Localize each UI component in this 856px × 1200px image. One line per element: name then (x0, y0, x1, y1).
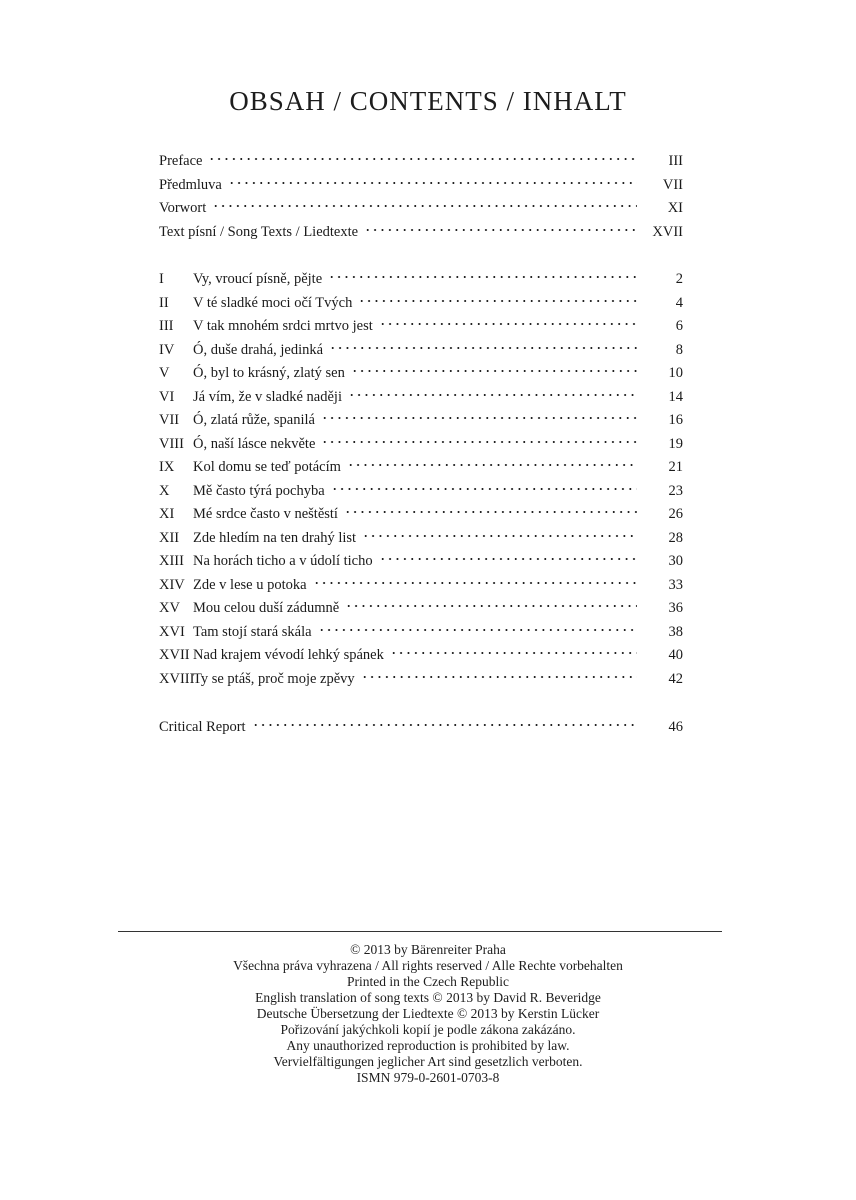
song-page: 6 (675, 318, 683, 334)
leader-dots (344, 509, 637, 515)
song-number: X (159, 482, 170, 499)
imprint-line: English translation of song texts © 2013 by David R. Beveridge (255, 990, 601, 1005)
song-title: Ó, zlatá růže, spanilá (193, 412, 315, 428)
song-page: 38 (668, 623, 683, 640)
imprint-line: Printed in the Czech Republic (347, 974, 509, 989)
imprint-line: Všechna práva vyhrazena / All rights reserved / Alle Rechte vorbehalten (233, 958, 623, 973)
song-page: 2 (675, 271, 683, 287)
song-number: XVIII (159, 670, 195, 687)
song-title: Zde v lese u potoka (193, 576, 307, 593)
leader-dots (328, 274, 637, 280)
song-title: Ty se ptáš, proč moje zpěvy (193, 670, 355, 687)
toc-song-entry[interactable] (159, 644, 683, 668)
song-number: IV (159, 341, 175, 358)
imprint-line: Pořizování jakýchkoli kopií je podle zákona zakázáno. (280, 1022, 576, 1037)
toc-entry-page: XI (667, 200, 683, 216)
imprint-line: Any unauthorized reproduction is prohibited by law. (286, 1038, 570, 1053)
leader-dots (313, 580, 637, 586)
toc-entry-title: Předmluva (159, 176, 222, 193)
toc-entry-title: Text písní / Song Texts / Liedtexte (159, 223, 359, 240)
toc-song-entry[interactable] (159, 362, 683, 386)
toc-song-entry[interactable] (159, 668, 683, 692)
toc-song-entry[interactable] (159, 597, 683, 621)
song-number: XVII (159, 647, 190, 663)
toc-song-entry[interactable] (159, 503, 683, 527)
divider-rule (118, 931, 722, 932)
toc-song-entry[interactable] (159, 456, 683, 480)
toc-entry[interactable] (159, 150, 683, 174)
toc-entry-page: III (668, 153, 683, 169)
toc-entry-title: Vorwort (159, 200, 207, 216)
leader-dots (212, 203, 637, 209)
song-title: Vy, vroucí písně, pějte (193, 271, 323, 287)
song-title: Ó, duše drahá, jedinká (193, 341, 324, 358)
toc-song-entry[interactable] (159, 292, 683, 316)
song-number: V (159, 365, 170, 381)
song-title: Nad krajem vévodí lehký spánek (193, 647, 384, 663)
song-title: Ó, byl to krásný, zlatý sen (193, 365, 345, 381)
leader-dots (364, 227, 637, 233)
page-title: OBSAH / CONTENTS / INHALT (229, 86, 627, 116)
song-page: 33 (668, 576, 683, 593)
leader-dots (208, 156, 637, 162)
leader-dots (358, 298, 637, 304)
leader-dots (345, 603, 637, 609)
song-number: VIII (159, 435, 184, 452)
imprint-line: Deutsche Übersetzung der Liedtexte © 2013 by Kerstin Lücker (256, 1006, 600, 1021)
song-number: XI (159, 506, 175, 522)
song-page: 26 (668, 506, 683, 522)
song-page: 28 (668, 529, 683, 546)
song-page: 23 (668, 482, 683, 499)
song-title: Kol domu se teď potácím (193, 459, 341, 475)
imprint-line: Vervielfältigungen jeglicher Art sind gesetzlich verboten. (273, 1054, 583, 1069)
leader-dots (331, 486, 637, 492)
leader-dots (321, 439, 637, 445)
toc-song-entry[interactable] (159, 480, 683, 504)
toc-front-matter (159, 150, 683, 244)
song-page: 16 (668, 412, 683, 428)
leader-dots (347, 462, 637, 468)
toc-entry-page: 46 (668, 719, 683, 735)
toc-song-entry[interactable] (159, 574, 683, 598)
song-page: 8 (675, 341, 683, 358)
toc-back-matter (159, 716, 683, 740)
song-number: VII (159, 412, 180, 428)
toc-song-entry[interactable] (159, 527, 683, 551)
toc-song-entry[interactable] (159, 550, 683, 574)
song-title: Já vím, že v sladké naději (193, 388, 342, 405)
song-number: XIII (159, 553, 184, 569)
song-title: Mě často týrá pochyba (193, 482, 325, 499)
leader-dots (390, 650, 637, 656)
song-number: XVI (159, 623, 185, 640)
song-title: Mé srdce často v neštěstí (193, 506, 338, 522)
song-number: II (159, 294, 169, 311)
toc-song-entry[interactable] (159, 315, 683, 339)
song-page: 36 (668, 600, 683, 616)
song-number: XII (159, 529, 180, 546)
song-title: V tak mnohém srdci mrtvo jest (193, 318, 373, 334)
toc-entry-title: Preface (159, 153, 203, 169)
song-number: VI (159, 388, 175, 405)
song-title: Zde hledím na ten drahý list (193, 529, 357, 546)
leader-dots (351, 368, 637, 374)
song-page: 10 (668, 365, 683, 381)
imprint-line: © 2013 by Bärenreiter Praha (350, 942, 506, 957)
toc-entry[interactable] (159, 174, 683, 198)
song-page: 21 (668, 459, 683, 475)
song-number: XV (159, 600, 180, 616)
leader-dots (361, 674, 637, 680)
leader-dots (252, 722, 637, 728)
song-page: 4 (675, 294, 683, 311)
leader-dots (228, 180, 637, 186)
song-page: 19 (668, 435, 683, 452)
song-title: Mou celou duší zádumně (193, 600, 340, 616)
toc-songs (159, 268, 683, 691)
toc-song-entry[interactable] (159, 433, 683, 457)
song-page: 40 (668, 647, 683, 663)
toc-song-entry[interactable] (159, 268, 683, 292)
toc-song-entry[interactable] (159, 409, 683, 433)
song-title: Na horách ticho a v údolí ticho (193, 553, 373, 569)
leader-dots (348, 392, 637, 398)
toc-entry-title: Critical Report (159, 719, 246, 735)
song-title: Ó, naší lásce nekvěte (193, 435, 316, 452)
song-number: IX (159, 459, 175, 475)
leader-dots (329, 345, 637, 351)
song-number: I (159, 271, 164, 287)
toc-song-entry[interactable] (159, 339, 683, 363)
song-title: Tam stojí stará skála (193, 623, 312, 640)
song-page: 14 (668, 388, 683, 405)
song-number: III (159, 318, 174, 334)
toc-song-entry[interactable] (159, 386, 683, 410)
song-page: 42 (668, 670, 683, 687)
toc-entry[interactable] (159, 197, 683, 221)
imprint-block (0, 942, 856, 1086)
leader-dots (379, 321, 637, 327)
leader-dots (379, 556, 637, 562)
leader-dots (318, 627, 637, 633)
toc-entry[interactable] (159, 716, 683, 740)
song-page: 30 (668, 553, 683, 569)
toc-entry-page: XVII (652, 223, 683, 240)
leader-dots (321, 415, 637, 421)
imprint-line: ISMN 979-0-2601-0703-8 (356, 1070, 500, 1085)
toc-entry-page: VII (662, 176, 683, 193)
toc-entry[interactable] (159, 221, 683, 245)
toc-song-entry[interactable] (159, 621, 683, 645)
song-number: XIV (159, 576, 185, 593)
song-title: V té sladké moci očí Tvých (193, 294, 353, 311)
leader-dots (362, 533, 637, 539)
